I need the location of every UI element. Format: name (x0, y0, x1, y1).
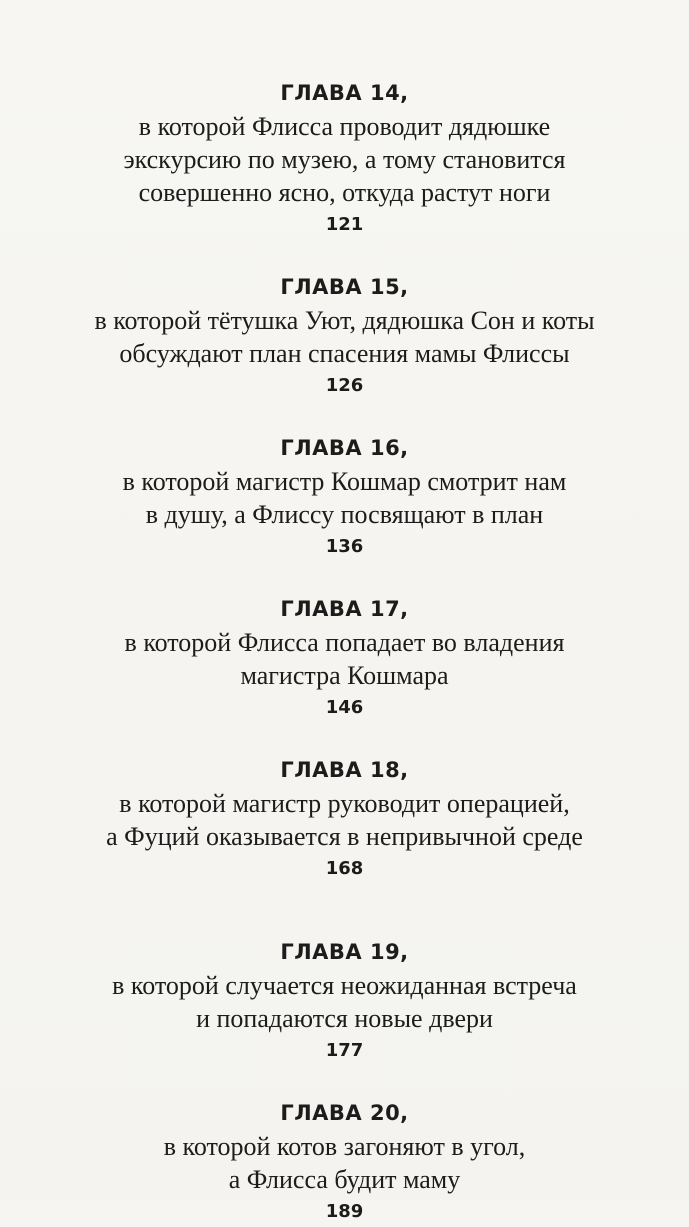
toc-entry-16 (0, 431, 689, 562)
page-number: 177 (325, 1040, 364, 1061)
toc-entry-20 (0, 1096, 689, 1227)
page-number: 189 (325, 1201, 364, 1222)
chapter-title: ГЛАВА 17, (280, 597, 409, 621)
page-number: 168 (325, 858, 364, 879)
page-number: 136 (325, 536, 364, 557)
page-number: 126 (325, 375, 364, 396)
chapter-description-line: в душу, а Флиссу посвящают в план (145, 500, 544, 529)
chapter-description-line: в которой случается неожиданная встреча (112, 971, 577, 1000)
chapter-title: ГЛАВА 20, (280, 1101, 409, 1125)
toc-entry-19 (0, 935, 689, 1066)
page-number: 121 (325, 214, 364, 235)
page-number: 146 (325, 697, 364, 718)
chapter-description-line: экскурсию по музею, а тому становится (123, 145, 566, 174)
chapter-title: ГЛАВА 18, (280, 758, 409, 782)
chapter-description-line: в которой тётушка Уют, дядюшка Сон и коты (94, 306, 595, 335)
toc-entry-18 (0, 753, 689, 884)
chapter-description-line: и попадаются новые двери (196, 1004, 493, 1033)
toc-entry-14 (0, 76, 689, 240)
chapter-description-line: а Фуций оказывается в непривычной среде (106, 822, 583, 851)
table-of-contents (0, 76, 689, 1227)
chapter-description-line: в которой Флисса проводит дядюшке (138, 112, 551, 141)
chapter-description-line: а Флисса будит маму (228, 1165, 461, 1194)
chapter-description-line: в которой магистр Кошмар смотрит нам (122, 467, 567, 496)
chapter-title: ГЛАВА 19, (280, 940, 409, 964)
chapter-description-line: в которой магистр руководит операцией, (119, 789, 570, 818)
chapter-description-line: в которой котов загоняют в угол, (163, 1132, 526, 1161)
chapter-title: ГЛАВА 15, (280, 275, 409, 299)
chapter-title: ГЛАВА 14, (280, 81, 409, 105)
toc-entry-15 (0, 270, 689, 401)
chapter-description-line: в которой Флисса попадает во владения (124, 628, 565, 657)
chapter-description-line: обсуждают план спасения мамы Флиссы (119, 339, 570, 368)
chapter-description-line: совершенно ясно, откуда растут ноги (138, 178, 551, 207)
toc-entry-17 (0, 592, 689, 723)
chapter-description-line: магистра Кошмара (240, 661, 449, 690)
chapter-title: ГЛАВА 16, (280, 436, 409, 460)
